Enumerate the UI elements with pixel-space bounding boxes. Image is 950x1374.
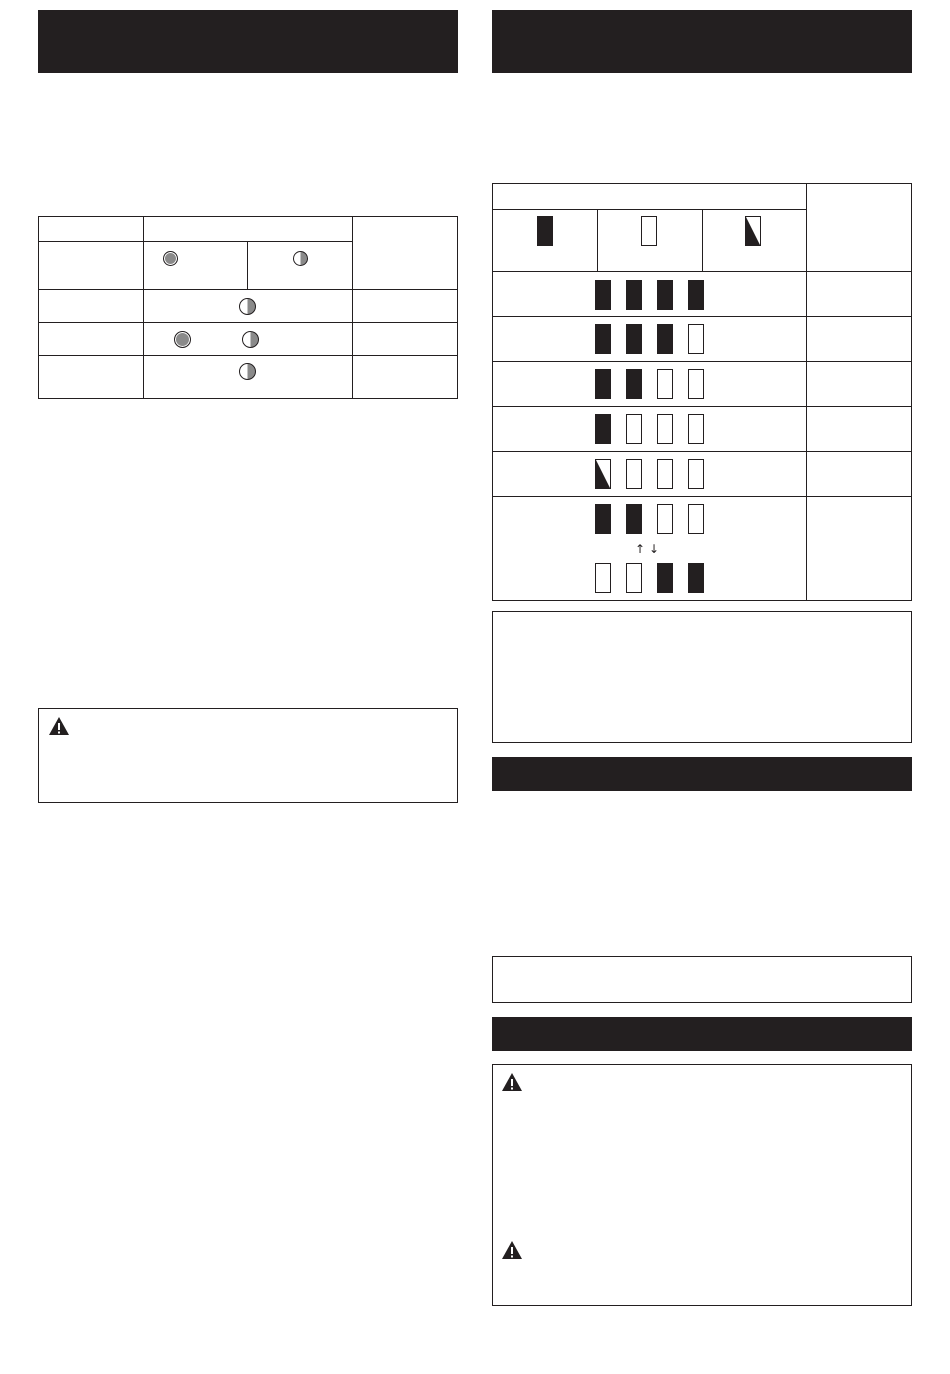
capacity-table-rule xyxy=(492,451,912,452)
segment-lit-icon xyxy=(688,563,704,593)
segment-off-icon xyxy=(626,459,642,489)
segment-lit-icon xyxy=(595,280,611,310)
section-header-bar xyxy=(492,757,912,791)
segment-lit-icon xyxy=(626,369,642,399)
segment-lit-icon xyxy=(626,324,642,354)
note-box xyxy=(492,956,912,1003)
segment-off-icon xyxy=(688,324,704,354)
lamp-table-rule xyxy=(143,216,144,399)
segment-lit-icon xyxy=(688,280,704,310)
lamp-half-icon xyxy=(239,298,256,315)
lamp-table-rule xyxy=(247,241,248,289)
capacity-table-rule xyxy=(492,406,912,407)
right-header-bar xyxy=(492,10,912,73)
lamp-half-icon xyxy=(239,363,256,380)
segment-off-icon xyxy=(688,504,704,534)
capacity-table-rule xyxy=(492,271,912,272)
arrow-up-icon: ↑ xyxy=(635,542,646,556)
segment-off-icon xyxy=(657,414,673,444)
section-header-bar xyxy=(492,1017,912,1051)
segment-blinking-icon xyxy=(745,216,761,246)
left-warning-box xyxy=(38,708,458,803)
segment-blinking-icon xyxy=(595,459,611,489)
capacity-table-rule xyxy=(492,361,912,362)
segment-off-icon xyxy=(641,216,657,246)
arrow-down-icon: ↓ xyxy=(649,542,660,556)
segment-off-icon xyxy=(595,563,611,593)
warning-icon xyxy=(501,1240,523,1260)
lamp-table-rule xyxy=(38,322,458,323)
capacity-table-rule xyxy=(492,496,912,497)
battery-capacity-table xyxy=(492,183,912,601)
segment-off-icon xyxy=(657,459,673,489)
segment-lit-icon xyxy=(537,216,553,246)
lamp-status-table xyxy=(38,216,458,399)
capacity-table-rule xyxy=(806,183,807,601)
lamp-half-icon xyxy=(242,331,259,348)
segment-lit-icon xyxy=(595,324,611,354)
lamp-table-rule xyxy=(38,355,458,356)
capacity-table-rule xyxy=(597,209,598,271)
lamp-grey-icon xyxy=(163,251,178,266)
segment-lit-icon xyxy=(657,563,673,593)
segment-lit-icon xyxy=(657,280,673,310)
left-header-bar xyxy=(38,10,458,73)
segment-off-icon xyxy=(657,504,673,534)
segment-lit-icon xyxy=(657,324,673,354)
segment-lit-icon xyxy=(626,504,642,534)
lamp-half-icon xyxy=(293,251,308,266)
lamp-grey-icon xyxy=(174,331,191,348)
segment-lit-icon xyxy=(595,414,611,444)
segment-off-icon xyxy=(626,414,642,444)
segment-lit-icon xyxy=(595,504,611,534)
segment-off-icon xyxy=(688,459,704,489)
lamp-table-rule xyxy=(38,289,458,290)
right-warning-box xyxy=(492,1064,912,1306)
lamp-table-rule xyxy=(38,241,352,242)
segment-off-icon xyxy=(626,563,642,593)
segment-lit-icon xyxy=(626,280,642,310)
capacity-table-rule xyxy=(492,209,806,210)
capacity-note-box xyxy=(492,611,912,743)
warning-icon xyxy=(501,1072,523,1092)
capacity-table-rule xyxy=(702,209,703,271)
capacity-table-rule xyxy=(492,316,912,317)
segment-off-icon xyxy=(688,369,704,399)
segment-lit-icon xyxy=(595,369,611,399)
lamp-table-rule xyxy=(352,216,353,399)
warning-icon xyxy=(48,716,70,736)
segment-off-icon xyxy=(688,414,704,444)
segment-off-icon xyxy=(657,369,673,399)
